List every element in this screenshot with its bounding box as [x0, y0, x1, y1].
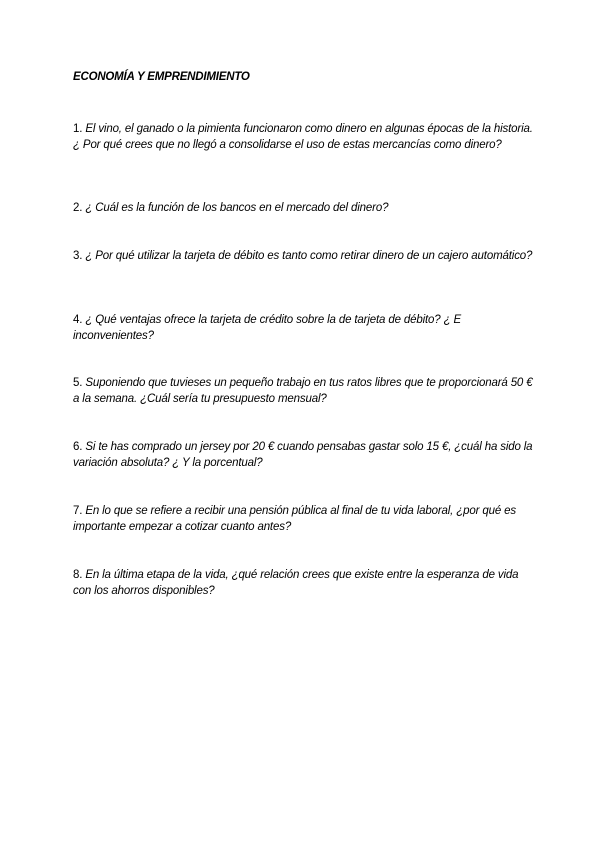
question-text: Si te has comprado un jersey por 20 € cuando pensabas gastar solo 15 €, ¿cuál ha sido la variación absoluta? ¿ Y la porcentual?: [73, 441, 533, 469]
question-item-5: [73, 375, 535, 407]
question-item-7: [73, 503, 535, 535]
question-text: ¿ Qué ventajas ofrece la tarjeta de crédito sobre la de tarjeta de débito? ¿ E inconvenientes?: [73, 314, 462, 342]
question-item-2: [73, 200, 535, 216]
question-item-4: [73, 312, 535, 344]
question-number: 4.: [73, 314, 83, 326]
question-text: En lo que se refiere a recibir una pensión pública al final de tu vida laboral, ¿por qué es importante empezar a cotizar cuanto antes?: [73, 505, 516, 533]
question-item-6: [73, 439, 535, 471]
question-number: 6.: [73, 441, 83, 453]
document-title: ECONOMÍA Y EMPRENDIMIENTO: [73, 71, 250, 83]
question-number: 7.: [73, 505, 83, 517]
question-text: ¿ Cuál es la función de los bancos en el mercado del dinero?: [85, 202, 389, 214]
question-text: El vino, el ganado o la pimienta funcionaron como dinero en algunas épocas de la historia. ¿ Por qué crees que no llegó a consolidarse el uso de estas mercancías como dinero?: [73, 123, 533, 151]
question-number: 3.: [73, 250, 83, 262]
question-text: ¿ Por qué utilizar la tarjeta de débito es tanto como retirar dinero de un cajero automático?: [85, 250, 533, 262]
question-number: 5.: [73, 377, 83, 389]
question-text: En la última etapa de la vida, ¿qué relación crees que existe entre la esperanza de vida con los ahorros disponibles?: [73, 569, 519, 597]
question-item-3: [73, 248, 535, 264]
question-item-8: [73, 567, 535, 599]
question-item-1: [73, 121, 535, 153]
question-number: 2.: [73, 202, 83, 214]
question-text: Suponiendo que tuvieses un pequeño trabajo en tus ratos libres que te proporcionará 50 € a la semana. ¿Cuál sería tu presupuesto mensual?: [73, 377, 533, 405]
question-number: 8.: [73, 569, 83, 581]
question-number: 1.: [73, 123, 83, 135]
